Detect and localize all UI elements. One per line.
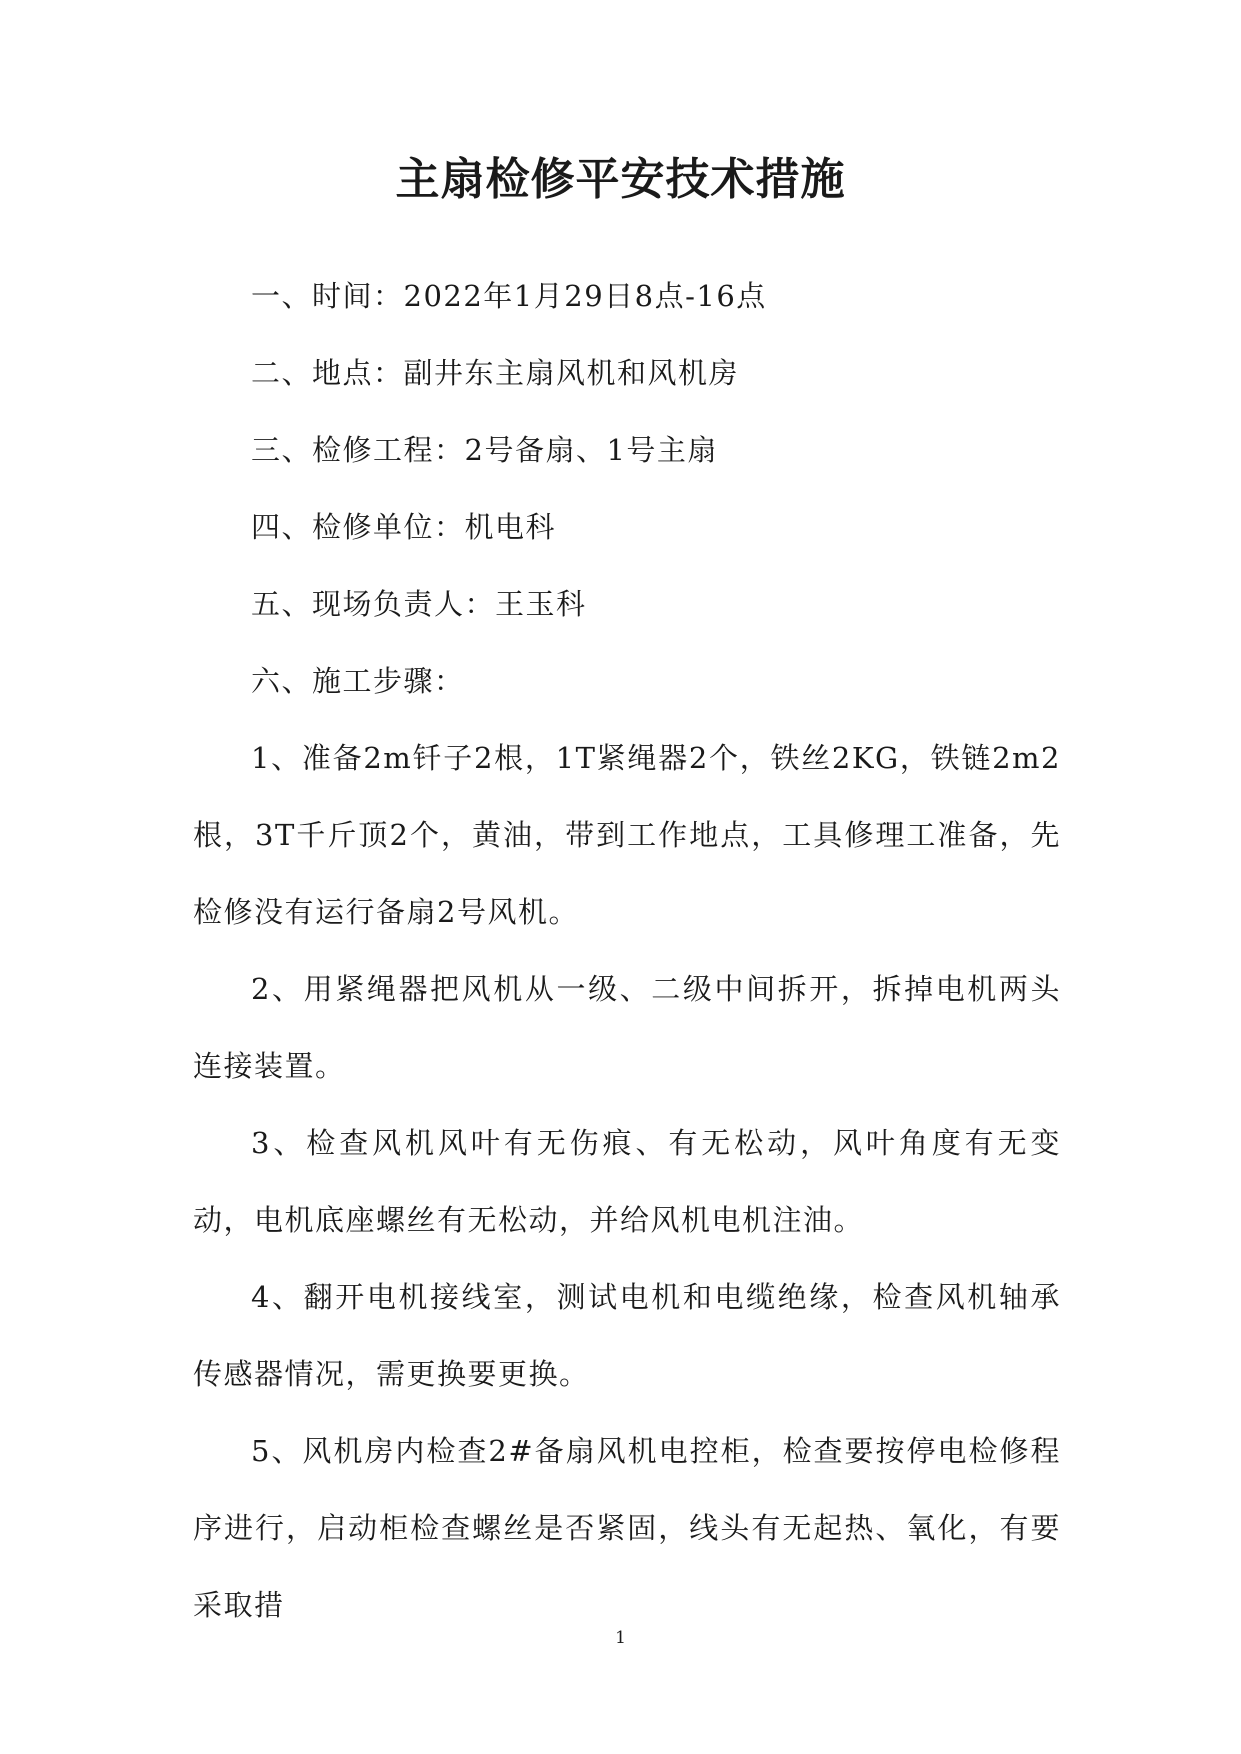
page-number: 1: [615, 1628, 626, 1648]
document-title: 主扇检修平安技术措施: [395, 154, 846, 205]
paragraph-step-2: 2、用紧绳器把风机从一级、二级中间拆开，拆掉电机两头连接装置。: [193, 972, 1061, 1083]
paragraph-steps-heading: 六、施工步骤：: [251, 664, 465, 698]
document-body: [193, 258, 1061, 1644]
paragraph-unit: 四、检修单位：机电科: [251, 510, 557, 544]
paragraph-step-3: 3、检查风机风叶有无伤痕、有无松动，风叶角度有无变动，电机底座螺丝有无松动，并给风机电机注油。: [193, 1126, 1061, 1237]
paragraph-location: 二、地点：副井东主扇风机和风机房: [251, 356, 740, 390]
paragraph-step-1: 1、准备2m钎子2根，1T紧绳器2个，铁丝2KG，铁链2m2根，3T千斤顶2个，黄油，带到工作地点，工具修理工准备，先检修没有运行备扇2号风机。: [193, 741, 1061, 929]
paragraph-step-5: 5、风机房内检查2#备扇风机电控柜，检查要按停电检修程序进行，启动柜检查螺丝是否紧固，线头有无起热、氧化，有要采取措: [193, 1434, 1061, 1622]
paragraph-step-4: 4、翻开电机接线室，测试电机和电缆绝缘，检查风机轴承传感器情况，需更换要更换。: [193, 1280, 1061, 1391]
paragraph-supervisor: 五、现场负责人：王玉科: [251, 587, 587, 621]
paragraph-time: 一、时间：2022年1月29日8点-16点: [251, 279, 767, 313]
paragraph-project: 三、检修工程：2号备扇、1号主扇: [251, 433, 718, 467]
